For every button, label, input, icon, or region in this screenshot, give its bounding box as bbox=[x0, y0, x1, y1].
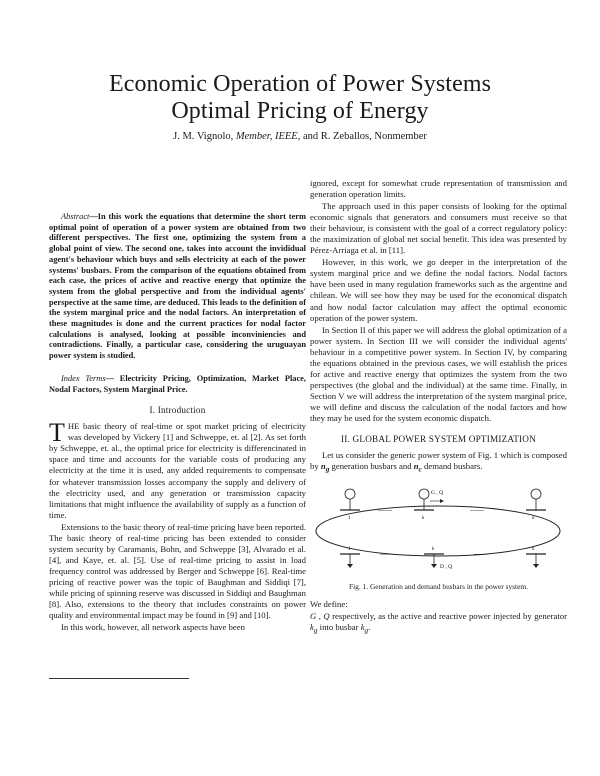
intro-paragraph-1 bbox=[49, 418, 306, 520]
figure-1-caption: Fig. 1. Generation and demand busbars in the power system. bbox=[349, 581, 528, 591]
definition-end: . bbox=[368, 622, 371, 632]
abstract-lead: Abstract bbox=[61, 212, 90, 221]
symbol-kg-sub: g bbox=[313, 626, 318, 635]
network-ellipse bbox=[316, 506, 560, 556]
right-paragraph-4 bbox=[310, 450, 567, 476]
define-line: We define: bbox=[310, 598, 348, 609]
paper-title-line-2: Optimal Pricing of Energy bbox=[171, 98, 429, 124]
svg-text:n: n bbox=[532, 546, 535, 552]
right-paragraph-2: However, in this work, we go deeper in the interpretation of the system marginal price and we define the nodal factors. Nodal factors have been used in many regulation frameworks such as the argentine and chilean. We will see how they may be used for the economical dispatch and how nodal factor calculation may affect the optimal economic operation of the power system. bbox=[310, 257, 567, 323]
intro-paragraph-1-text: HE basic theory of real-time or spot market pricing of electricity was developed by Vickery [1] and Schweppe, et. al [2]. As set forth by Schweppe, et. al., the optimal price for electricity is differencinated in space and time and accounts for the variable costs of producing any electricity at the time it is used, any added requirements to compensate for whatever transmission losses accompany the supply and delivery of the electricity used, and any generation or transmission capacity limitations that might influence the availability of supply as a function of time. bbox=[49, 421, 306, 520]
dots-top-right: ------- bbox=[470, 507, 484, 514]
label-g-q: G , Q bbox=[431, 489, 444, 496]
load-arrow bbox=[533, 564, 539, 568]
symbol-nc bbox=[413, 461, 422, 474]
author-membership: Member, IEEE bbox=[235, 131, 298, 142]
load-arrow bbox=[347, 564, 353, 568]
symbol-ng-sub: g bbox=[325, 465, 330, 474]
svg-text:1: 1 bbox=[348, 546, 351, 552]
definition-into: into busbar bbox=[317, 622, 361, 632]
p4-text-a: Let us consider the generic power system of Fig. 1 which is composed by bbox=[310, 450, 567, 472]
right-paragraph-1: The approach used in this paper consists of looking for the optimal economic signals that generators and consumers must receive so that their behaviour, is consistent with the goal of a correct regulatory policy: the maximization of global net social benefit. This idea was presented by Pérez-Arriaga et al. in [11]. bbox=[310, 201, 567, 256]
power-system-diagram bbox=[310, 482, 567, 580]
symbol-kg2-base: k bbox=[360, 622, 365, 632]
abstract-text: —In this work the equations that determine the short term optimal point of operation of a power system are obtained from two different perspectives. The first one, optimizing the system from a global point of view. The second one, takes into account the invididual agent's behaviour which buys and sells electricity at each of the power systems' busbars. From the comparison of the equations obtained from each case, the prices of active and reactive energy that optimize the system from the global perspective and from the individual agents' perspective at the same time, are deduced. This leads to the definition of the system marginal price and the nodal factors. An interpretation of these magnitudes is done and the current practices for nodal factor calculations is analysed, looking at possible inconviniencies and contradictions. Finally, a particular case, considering the uruguayan power system is studied. bbox=[49, 212, 306, 361]
dots-bottom-left: ------- bbox=[380, 551, 394, 558]
p4-text-b: generation busbars and bbox=[329, 461, 414, 472]
generator-icon bbox=[345, 489, 355, 499]
abstract bbox=[49, 212, 306, 362]
right-column bbox=[310, 178, 567, 637]
symbol-g-q: G , Q bbox=[310, 610, 330, 621]
generator-bus-kg bbox=[414, 489, 444, 510]
load-arrow bbox=[431, 564, 437, 568]
symbol-nc-sub: c bbox=[418, 465, 422, 474]
generator-icon bbox=[419, 489, 429, 499]
section-heading-introduction: I. Introduction bbox=[149, 405, 206, 416]
dots-bottom-right: ------- bbox=[474, 551, 488, 558]
left-column bbox=[49, 212, 306, 633]
svg-text:1: 1 bbox=[348, 515, 351, 521]
svg-text:n: n bbox=[532, 515, 535, 521]
right-paragraph-0: ignored, except for somewhat crude representation of transmission and generation operation limits. bbox=[310, 178, 567, 200]
author-line bbox=[0, 131, 600, 142]
definition-paragraph bbox=[310, 611, 567, 637]
generator-bus-ng bbox=[526, 489, 546, 510]
generator-bus-1 bbox=[340, 489, 360, 510]
generator-icon bbox=[531, 489, 541, 499]
author-vignolo: J. M. Vignolo, bbox=[173, 131, 234, 142]
right-paragraph-3: In Section II of this paper we will address the global optimization of a power system. In Section III we will consider the individual agents' behaviour in a competitive power system. In Section IV, by comparing the equations obtained in the previous cases, we will establish the prices for active and reactive energy that optimizes the system from the two perspectives (the global and the individual) at the same time. Finally, in Section V we will address the interpretation of the system marginal price, we will define and discuss the calculation of the nodal factors and how they may be used for the system economic dispatch. bbox=[310, 324, 567, 423]
drop-cap: T bbox=[49, 418, 65, 448]
definition-text: respectively, as the active and reactive power injected by generator bbox=[329, 610, 567, 621]
paper-title-line-1: Economic Operation of Power Systems bbox=[108, 71, 492, 97]
symbol-kg-base: k bbox=[310, 622, 314, 632]
symbol-nc-base: n bbox=[413, 461, 419, 472]
author-zeballos: , and R. Zeballos, Nonmember bbox=[297, 131, 427, 142]
index-terms-lead: Index Terms bbox=[61, 373, 106, 383]
svg-text:k: k bbox=[432, 546, 435, 552]
figure-1 bbox=[310, 482, 567, 580]
svg-text:k: k bbox=[422, 515, 425, 521]
footnote-rule bbox=[49, 678, 189, 679]
symbol-ng-base: n bbox=[320, 461, 326, 472]
label-d-q: D , Q bbox=[440, 563, 453, 570]
demand-bus-1 bbox=[340, 554, 360, 568]
dots-top-left: ------- bbox=[378, 507, 392, 514]
demand-bus-nc bbox=[526, 554, 546, 568]
symbol-kg2-sub: g bbox=[364, 626, 369, 635]
index-terms-text: — Electricity Pricing, Optimization, Market Place, Nodal Factors, System Marginal Price. bbox=[49, 373, 306, 394]
index-terms bbox=[49, 374, 306, 395]
p4-text-c: demand busbars. bbox=[421, 461, 483, 472]
intro-paragraph-2: Extensions to the basic theory of real-time pricing have been reported. The basic theory of real-time pricing has been extended to consider system security by Caramanis, Bohn, and Schweppe [3], Alvarado et al. [4], and Kaye, et. al. [5]. Use of real-time pricing to assist in load frequency control was addressed by Berger and Schweppe [6]. Real-time pricing of reactive power was the topic of Baughman and Siddiqi [7], while pricing of spinning reserve was discussed in Siddiqi and Baughman [8]. Also, extensions to the theory that includes constraints on power quality and environmental impact may be found in [9] and [10]. bbox=[49, 521, 306, 621]
section-heading-global-optimization: II. GLOBAL POWER SYSTEM OPTIMIZATION bbox=[341, 434, 536, 445]
intro-paragraph-3: In this work, however, all network aspects have been bbox=[61, 622, 245, 633]
